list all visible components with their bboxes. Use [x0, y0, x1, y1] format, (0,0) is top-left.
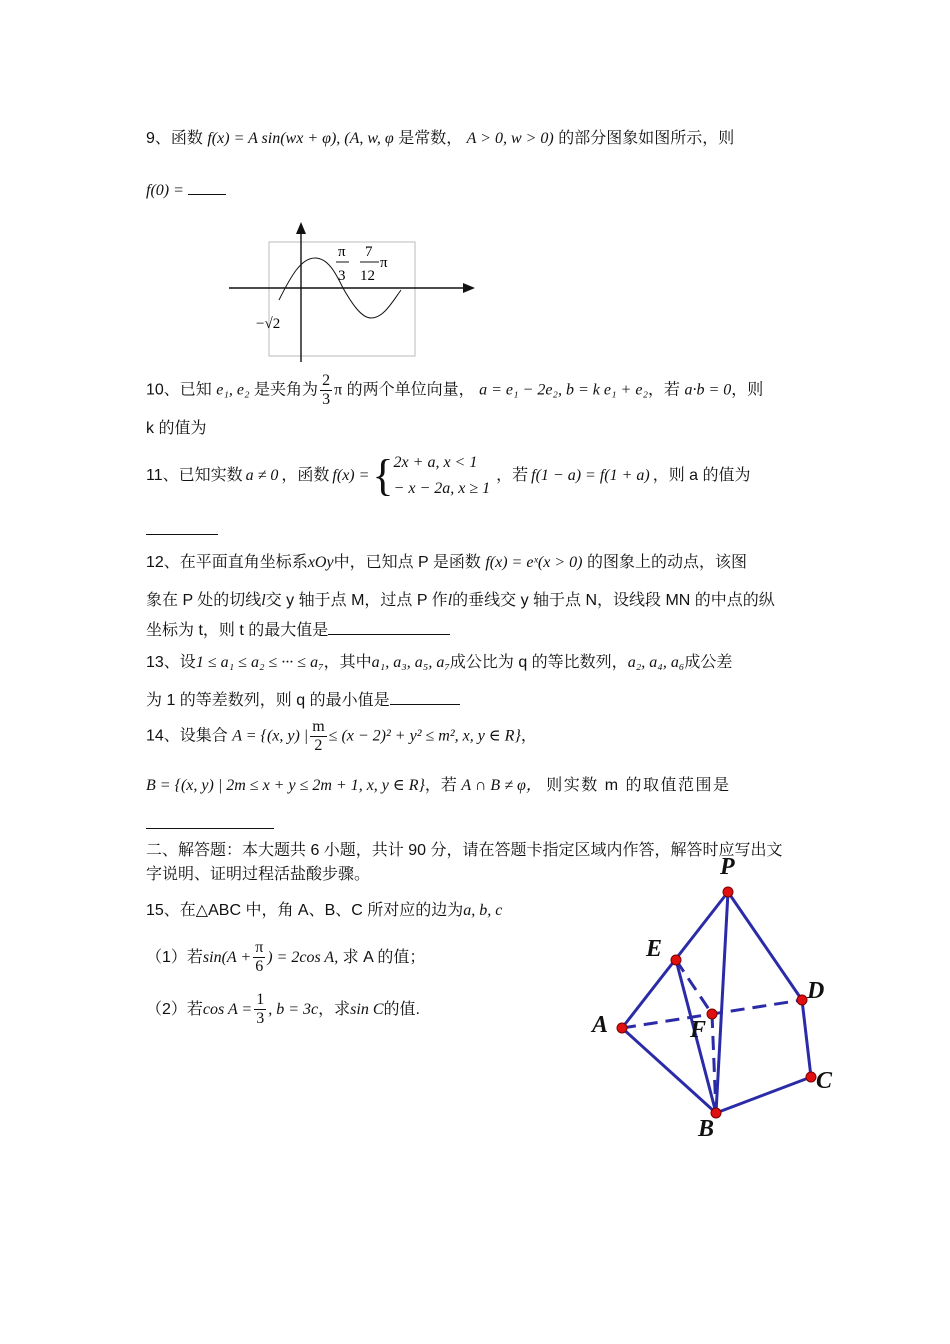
- edge-PB: [716, 892, 728, 1113]
- q15-part1: [146, 938, 425, 978]
- q14-frac: [310, 718, 326, 755]
- q13-l1b: ，其中: [323, 654, 372, 671]
- q15-p2-sinc: sin C: [350, 1001, 384, 1018]
- q10-frac-num: 2: [322, 372, 331, 389]
- q12-line1: [146, 552, 747, 574]
- q12-xoy: xOy: [307, 554, 334, 571]
- q13-l1d: 成公差: [684, 654, 733, 671]
- q11-answer-blank: [146, 518, 218, 535]
- point-C: [806, 1072, 816, 1082]
- q10-pi: π: [334, 381, 343, 399]
- q9-answer-label: f(0) =: [146, 182, 188, 199]
- q10-mid2: 的两个单位向量，: [346, 381, 475, 399]
- q12-line3: [146, 618, 450, 642]
- q15-p2-label: （2）若: [146, 1001, 203, 1018]
- q10-frac: [320, 372, 332, 409]
- q12-l3: 坐标为 t，则 t 的最大值是: [146, 622, 329, 639]
- q11-line2: [146, 518, 218, 542]
- label-B: B: [698, 1116, 715, 1142]
- q12-fx: f(x) = eˣ(x > 0): [485, 554, 583, 571]
- q12-line2: [146, 590, 775, 612]
- q14-frac-den: 2: [314, 737, 323, 754]
- q15-p2-tail: 的值.: [383, 1001, 420, 1018]
- q15-p2-frac-num: 1: [256, 991, 265, 1009]
- label-pi: π: [380, 255, 388, 271]
- label-neg-sqrt2: −√2: [256, 316, 281, 332]
- q10-frac-den: 3: [322, 391, 331, 408]
- q11-suffix: ，则 a 的值为: [652, 467, 751, 484]
- q15-abc: a, b, c: [463, 902, 503, 919]
- q15-p1-formula: sin(A +: [202, 949, 252, 966]
- q12-l1b: 中，已知点 P 是函数: [333, 554, 481, 571]
- label-C: C: [816, 1068, 833, 1094]
- label-D: D: [807, 978, 825, 1004]
- label-E: E: [646, 936, 663, 962]
- q13-l2: 为 1 的等差数列，则 q 的最小值是: [146, 692, 390, 709]
- point-D: [797, 995, 807, 1005]
- q14-a-def-a: A = {(x, y) |: [232, 727, 309, 745]
- q10-mid3: ，若: [648, 381, 681, 399]
- q12-l2a: 象在 P 处的切线: [146, 592, 262, 609]
- q14-b-def: B = {(x, y) | 2m ≤ x + y ≤ 2m + 1, x, y ∈ R}: [146, 777, 425, 794]
- q14-line2: [146, 775, 731, 797]
- q9-cond: A > 0, w > 0): [466, 130, 554, 147]
- q12-l2b: 交 y 轴于点 M，过点 P 作: [265, 592, 448, 609]
- q15-stem: 15、在△ABC 中，角 A、B、C 所对应的边为: [146, 902, 464, 919]
- point-A: [617, 1023, 627, 1033]
- q10-mid1: 是夹角为: [254, 381, 319, 399]
- label-A: A: [592, 1012, 609, 1038]
- q14-prefix: 14、设集合: [146, 727, 228, 745]
- q12-l-1: l: [261, 592, 266, 609]
- q13-l1c: 成公比为 q 的等比数列，: [449, 654, 628, 671]
- label-P: P: [720, 854, 735, 880]
- label-12: 12: [360, 268, 375, 284]
- q14-line1: [146, 718, 537, 755]
- q14-suffix: 则实数 m 的取值范围是: [546, 777, 731, 794]
- q13-l1a: 13、设: [146, 654, 196, 671]
- q14-a-def-b: ≤ (x − 2)² + y² ≤ m², x, y ∈ R}: [328, 727, 521, 745]
- q11-case1: 2x + a, x < 1: [393, 454, 478, 471]
- q10-question: k 的值为: [146, 420, 207, 437]
- label-7: 7: [365, 244, 373, 260]
- q10-vectors: e₁, e₂: [216, 381, 250, 399]
- q15-p2-ask: ，求: [318, 1001, 351, 1018]
- label-pi-over-3-num: π: [338, 244, 346, 260]
- q12-l-2: l: [447, 592, 453, 609]
- q15-p2-formula: cos A =: [202, 1001, 253, 1018]
- q15-p2-cond: , b = 3c: [268, 1001, 319, 1018]
- q14-comma: ，: [520, 727, 537, 745]
- q13-odd: a₁, a₃, a₅, a₇: [371, 654, 450, 671]
- part2-heading-cont: 字说明、证明过程活盐酸步骤。: [146, 866, 371, 883]
- q15-line1: [146, 900, 502, 922]
- q9-line2: [146, 178, 226, 202]
- q11-line1: [146, 448, 751, 504]
- x-axis-arrow-icon: [463, 283, 475, 293]
- q14-cond: A ∩ B ≠ φ，: [461, 777, 542, 794]
- q10-line2: [146, 418, 206, 440]
- q14-mid: ，若: [424, 777, 457, 794]
- q9-suffix: 的部分图象如图所示，则: [558, 130, 735, 147]
- q11-brace: {: [372, 451, 394, 500]
- q10-vector-defs: a = e₁ − 2e₂, b = k e₁ + e₂: [479, 381, 649, 399]
- q10-prefix: 10、已知: [146, 381, 212, 399]
- label-pi-over-3-den: 3: [338, 268, 346, 284]
- q9-sine-graph: [225, 220, 485, 368]
- q10-line1: [146, 372, 763, 409]
- q11-cond: a ≠ 0: [245, 467, 279, 484]
- q11-fx: f(x) =: [332, 467, 370, 484]
- q15-p2-frac-den: 3: [256, 1010, 265, 1028]
- q13-line1: [146, 652, 732, 674]
- edge-BC: [716, 1077, 811, 1113]
- q11-equation: f(1 − a) = f(1 + a): [531, 467, 650, 484]
- q15-p1-frac-num: π: [255, 939, 264, 957]
- q11-prefix: 11、已知实数: [146, 467, 243, 484]
- q11-mid: ，函数: [281, 467, 330, 484]
- q13-even: a₂, a₄, a₆: [627, 654, 685, 671]
- q14-answer-blank: [146, 812, 274, 829]
- y-axis-arrow-icon: [296, 222, 306, 234]
- q15-p1-frac: [253, 939, 265, 976]
- q9-answer-blank: [188, 178, 226, 195]
- q12-l1a: 12、在平面直角坐标系: [146, 554, 308, 571]
- label-F: F: [690, 1017, 707, 1043]
- q15-p1-label: （1）若: [146, 949, 203, 966]
- q15-p1-question: 求 A 的值；: [342, 949, 426, 966]
- q11-cases: [394, 450, 491, 502]
- edge-CD: [802, 1000, 811, 1077]
- q10-suffix: ，则: [731, 381, 764, 399]
- q12-l2c: 的垂线交 y 轴于点 N，设线段 MN 的中点的纵: [452, 592, 775, 609]
- point-E: [671, 955, 681, 965]
- q11-mid2: ，若: [496, 467, 529, 484]
- pyramid-figure: [580, 850, 840, 1150]
- point-P: [723, 887, 733, 897]
- edge-PD: [728, 892, 802, 1000]
- part2-line2: [146, 864, 370, 886]
- q12-l1c: 的图象上的动点，该图: [586, 554, 747, 571]
- q9-line1: [146, 128, 734, 150]
- point-F: [707, 1009, 717, 1019]
- q10-dot-product: a·b = 0: [684, 381, 732, 399]
- q13-answer-blank: [390, 688, 460, 705]
- q12-answer-blank: [328, 618, 450, 635]
- edge-EF-hidden: [676, 960, 712, 1014]
- q13-chain: 1 ≤ a₁ ≤ a₂ ≤ ··· ≤ a₇: [195, 654, 324, 671]
- part2-heading: 二、解答题：本大题共 6 小题，共计 90 分，请在答题卡指定区域内作答，解答时应写出文: [146, 842, 783, 859]
- q13-line2: [146, 688, 460, 712]
- q15-part2: [146, 990, 420, 1030]
- q14-frac-num: m: [312, 718, 325, 735]
- q9-formula: f(x) = A sin(wx + φ), (A, w, φ: [207, 130, 394, 147]
- q15-p1-frac-den: 6: [255, 958, 264, 976]
- q9-prefix: 9、函数: [146, 130, 203, 147]
- q11-case2: − x − 2a, x ≥ 1: [393, 480, 491, 497]
- q14-line3: [146, 812, 274, 836]
- q9-mid: 是常数，: [398, 130, 463, 147]
- q15-p2-frac: [254, 991, 266, 1028]
- q15-p1-rhs: ) = 2cos A,: [267, 949, 339, 966]
